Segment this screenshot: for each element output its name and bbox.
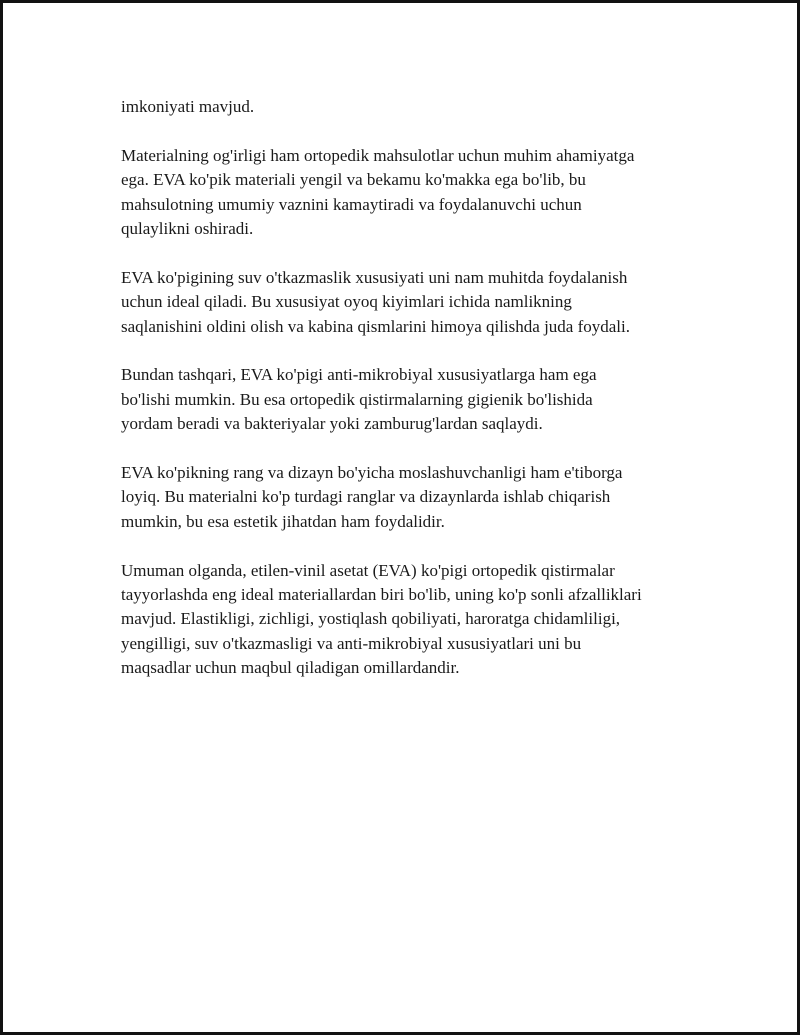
paragraph-weight: Materialning og'irligi ham ortopedik mahsulotlar uchun muhim ahamiyatga ega. EVA ko'pik materiali yengil va bekamu ko'makka ega bo'lib, bu mahsulotning umumiy vaznini kamaytiradi va foydalanuvchi uchun qulaylikni oshiradi. xyxy=(121,145,635,239)
paragraph-conclusion: Umuman olganda, etilen-vinil asetat (EVA) ko'pigi ortopedik qistirmalar tayyorlashda eng ideal materiallardan biri bo'lib, uning ko'p sonli afzalliklari mavjud. Elastikligi, zichligi, yostiqlash qobiliyati, haroratga chidamliligi, yengilligi, suv o'tkazmasligi va anti-mikrobiyal xususiyatlari uni bu maqsadlar uchun maqbul qiladigan omillardandir. xyxy=(121,560,642,678)
paragraph-color-design: EVA ko'pikning rang va dizayn bo'yicha moslashuvchanligi ham e'tiborga loyiq. Bu materialni ko'p turdagi ranglar va dizaynlarda ishlab chiqarish mumkin, bu esa estetik jihatdan ham foydalidir. xyxy=(121,463,623,531)
document-body xyxy=(121,95,701,705)
paragraph-waterproof: EVA ko'pigining suv o'tkazmaslik xususiyati uni nam muhitda foydalanish uchun ideal qiladi. Bu xususiyat oyoq kiyimlari ichida namlikning saqlanishini oldini olish va kabina qismlarini himoya qilishda juda foydali. xyxy=(121,267,630,336)
paragraph-continuation: imkoniyati mavjud. xyxy=(121,97,255,116)
paragraph-antimicrobial: Bundan tashqari, EVA ko'pigi anti-mikrobiyal xususiyatlarga ham ega bo'lishi mumkin. Bu esa ortopedik qistirmalarning gigienik bo'lishida yordam beradi va bakteriyalar yoki zamburug'lardan saqlaydi. xyxy=(121,365,597,434)
